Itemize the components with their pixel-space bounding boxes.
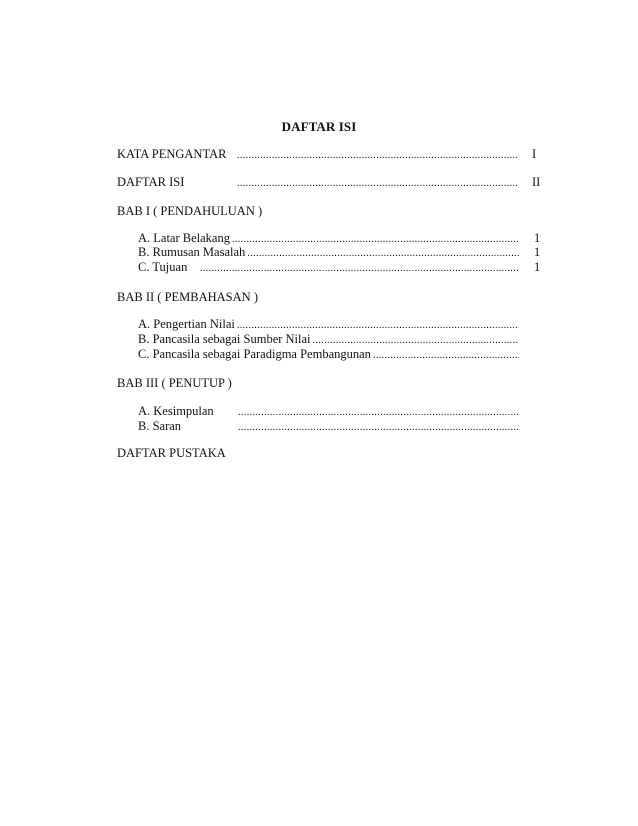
chapter-heading-bab-1: BAB I ( PENDAHULUAN ) [117,204,263,218]
toc-entry-page: 1 [534,231,541,245]
toc-entry-page: 1 [534,245,541,259]
toc-leader-dots [238,420,519,436]
toc-entry-saran [138,418,519,434]
toc-entry-label: C. Pancasila sebagai Paradigma Pembangunan [138,347,371,361]
toc-entry-label: A. Kesimpulan [138,404,214,418]
toc-entry-daftar-pustaka: DAFTAR PUSTAKA [117,446,226,460]
toc-leader-dots [237,148,519,164]
toc-entry-kesimpulan [138,403,519,419]
toc-leader-dots [237,176,519,192]
toc-leader-dots [200,261,519,277]
toc-leader-dots [373,348,519,364]
toc-entry-rumusan-masalah [138,244,519,260]
toc-entry-label: B. Saran [138,419,182,433]
toc-entry-page: 1 [534,260,541,274]
toc-entry-label: C. Tujuan [138,260,188,274]
chapter-heading-bab-3: BAB III ( PENUTUP ) [117,376,232,390]
toc-entry-label: B. Rumusan Masalah [138,245,246,259]
toc-entry-daftar-isi [117,174,519,190]
toc-entry-page: II [532,175,541,189]
chapter-heading-bab-2: BAB II ( PEMBAHASAN ) [117,290,258,304]
toc-entry-tujuan [138,259,519,275]
toc-entry-label: B. Pancasila sebagai Sumber Nilai [138,332,311,346]
toc-entry-label: DAFTAR ISI [117,175,185,189]
toc-title: DAFTAR ISI [281,119,357,134]
toc-entry-pengertian-nilai [138,316,519,332]
toc-entry-label: KATA PENGANTAR [117,147,227,161]
toc-entry-paradigma-pembangunan [138,346,519,362]
toc-entry-page: I [532,147,537,161]
toc-entry-kata-pengantar [117,146,519,162]
toc-entry-sumber-nilai [138,331,519,347]
toc-entry-label: A. Latar Belakang [138,231,230,245]
toc-entry-label: A. Pengertian Nilai [138,317,235,331]
